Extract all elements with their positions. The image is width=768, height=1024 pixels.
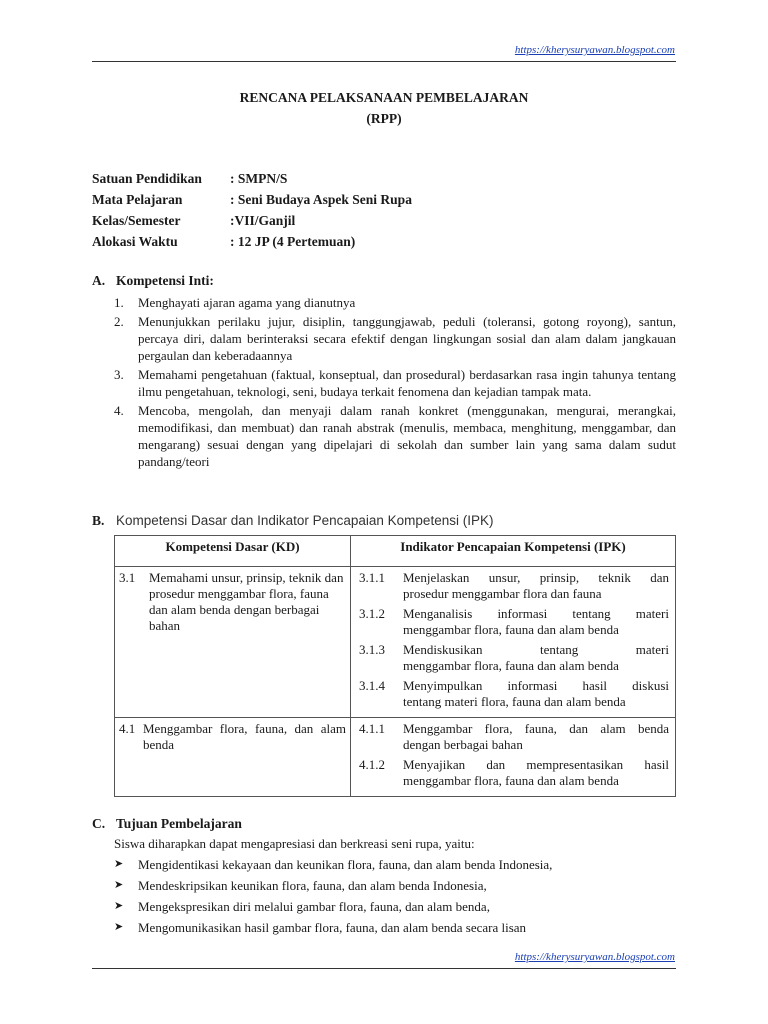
- kd-text: Memahami unsur, prinsip, teknik dan prosedur menggambar flora, fauna dan alam benda dengan berbagai bahan: [149, 570, 344, 633]
- list-text: Memahami pengetahuan (faktual, konseptual, dan prosedural) berdasarkan rasa ingin tahunya tentang ilmu pengetahuan, teknologi, seni, budaya terkait fenomena dan kejadian tampak mata.: [138, 367, 676, 399]
- arrowhead-right-icon: ➤: [114, 858, 124, 870]
- list-item: [114, 856, 552, 873]
- kd-number: 4.1: [119, 721, 136, 736]
- identity-value: : Seni Budaya Aspek Seni Rupa: [230, 192, 412, 207]
- footer-blog-link[interactable]: https://kherysuryawan.blogspot.com: [514, 951, 675, 963]
- ipk-text: menggambar flora, fauna dan alam benda: [403, 773, 619, 788]
- kd-text: Menggambar flora, fauna, dan alam benda: [143, 721, 346, 752]
- list-number: 1.: [114, 295, 124, 310]
- list-item: [114, 313, 676, 364]
- list-text: Mendeskripsikan keunikan flora, fauna, dan alam benda Indonesia,: [138, 878, 487, 893]
- identity-label: Kelas/Semester: [92, 213, 181, 228]
- ipk-text: Mendiskusikan tentang materi: [403, 642, 669, 657]
- list-item: [114, 877, 552, 894]
- identity-block: [92, 171, 412, 255]
- section-c-heading: [92, 816, 242, 832]
- list-number: 2.: [114, 314, 124, 329]
- list-text: Mengekspresikan diri melalui gambar flora, fauna, dan alam benda,: [138, 899, 490, 914]
- ipk-text: Menggambar flora, fauna, dan alam benda: [403, 721, 669, 736]
- identity-value: : SMPN/S: [230, 171, 288, 186]
- kd-ipk-table: [114, 535, 676, 797]
- ipk-number: 3.1.3: [359, 642, 385, 657]
- identity-row: [92, 192, 412, 213]
- identity-label: Satuan Pendidikan: [92, 171, 202, 186]
- kompetensi-inti-list: [114, 294, 676, 472]
- ipk-text: menggambar flora, fauna dan alam benda: [403, 622, 619, 637]
- ipk-number: 3.1.2: [359, 606, 385, 621]
- section-title: Kompetensi Dasar dan Indikator Pencapaian Kompetensi (IPK): [116, 513, 494, 528]
- ipk-text: Menjelaskan unsur, prinsip, teknik dan: [403, 570, 669, 585]
- table-row: [115, 718, 676, 797]
- table-header-row: [115, 536, 676, 567]
- identity-label: Alokasi Waktu: [92, 234, 178, 249]
- section-letter: C.: [92, 816, 106, 831]
- ipk-text: dengan berbagai bahan: [403, 737, 523, 752]
- section-a-heading: [92, 273, 214, 289]
- ipk-item: [359, 678, 669, 710]
- table-header-ipk: Indikator Pencapaian Kompetensi (IPK): [351, 536, 676, 567]
- header-rule: [92, 61, 676, 62]
- list-number: 3.: [114, 367, 124, 382]
- identity-value: : 12 JP (4 Pertemuan): [230, 234, 356, 249]
- identity-row: [92, 234, 412, 255]
- list-item: [114, 898, 552, 915]
- tujuan-intro: Siswa diharapkan dapat mengapresiasi dan berkreasi seni rupa, yaitu:: [114, 836, 475, 851]
- identity-row: [92, 213, 412, 234]
- kd-number: 3.1: [119, 570, 136, 585]
- ipk-item: [359, 570, 669, 602]
- ipk-number: 4.1.1: [359, 721, 385, 736]
- section-b-heading: [92, 513, 493, 529]
- section-title: Kompetensi Inti:: [116, 273, 214, 288]
- ipk-cell: [351, 718, 676, 797]
- section-letter: B.: [92, 513, 105, 528]
- kd-cell: [115, 567, 351, 718]
- ipk-number: 3.1.1: [359, 570, 385, 585]
- ipk-item: [359, 721, 669, 753]
- ipk-text: prosedur menggambar flora dan fauna: [403, 586, 602, 601]
- ipk-text: Menyajikan dan mempresentasikan hasil: [403, 757, 669, 772]
- list-item: [114, 366, 676, 400]
- list-item: [114, 294, 676, 311]
- list-text: Mengomunikasikan hasil gambar flora, fauna, dan alam benda secara lisan: [138, 920, 527, 935]
- ipk-item: [359, 606, 669, 638]
- header-blog-link[interactable]: https://kherysuryawan.blogspot.com: [514, 44, 675, 56]
- table-header-kd: Kompetensi Dasar (KD): [115, 536, 351, 567]
- tujuan-list: [114, 856, 552, 940]
- ipk-text: menggambar flora, fauna dan alam benda: [403, 658, 619, 673]
- list-text: Menunjukkan perilaku jujur, disiplin, tanggungjawab, peduli (toleransi, gotong royong), santun, percaya diri, dalam berinteraksi secara efektif dengan lingkungan sosial dan alam dalam jangkauan pergaulan dan keberadaannya: [138, 314, 676, 363]
- list-text: Mencoba, mengolah, dan menyaji dalam ranah konkret (menggunakan, mengurai, merangkai, memodifikasi, dan membuat) dan ranah abstrak (menulis, membaca, menghitung, menggambar, dan mengarang) sesuai dengan yang dipelajari di sekolah dan sumber lain yang sama dalam sudut pandang/teori: [138, 403, 676, 469]
- ipk-text: Menyimpulkan informasi hasil diskusi: [403, 678, 669, 693]
- list-number: 4.: [114, 403, 124, 418]
- list-text: Menghayati ajaran agama yang dianutnya: [138, 295, 356, 310]
- ipk-number: 3.1.4: [359, 678, 385, 693]
- ipk-cell: [351, 567, 676, 718]
- document-title: RENCANA PELAKSANAAN PEMBELAJARAN: [239, 90, 529, 105]
- ipk-text: Menganalisis informasi tentang materi: [403, 606, 669, 621]
- ipk-item: [359, 642, 669, 674]
- section-title: Tujuan Pembelajaran: [116, 816, 242, 831]
- identity-label: Mata Pelajaran: [92, 192, 183, 207]
- section-letter: A.: [92, 273, 106, 288]
- arrowhead-right-icon: ➤: [114, 879, 124, 891]
- footer-rule: [92, 968, 676, 969]
- document-subtitle: (RPP): [366, 111, 402, 126]
- ipk-number: 4.1.2: [359, 757, 385, 772]
- kd-cell: [115, 718, 351, 797]
- list-item: [114, 919, 552, 936]
- arrowhead-right-icon: ➤: [114, 921, 124, 933]
- identity-value: :VII/Ganjil: [230, 213, 296, 228]
- table-row: [115, 567, 676, 718]
- list-item: [114, 402, 676, 470]
- list-text: Mengidentikasi kekayaan dan keunikan flora, fauna, dan alam benda Indonesia,: [138, 857, 553, 872]
- identity-row: [92, 171, 412, 192]
- ipk-text: tentang materi flora, fauna dan alam benda: [403, 694, 626, 709]
- ipk-item: [359, 757, 669, 789]
- arrowhead-right-icon: ➤: [114, 900, 124, 912]
